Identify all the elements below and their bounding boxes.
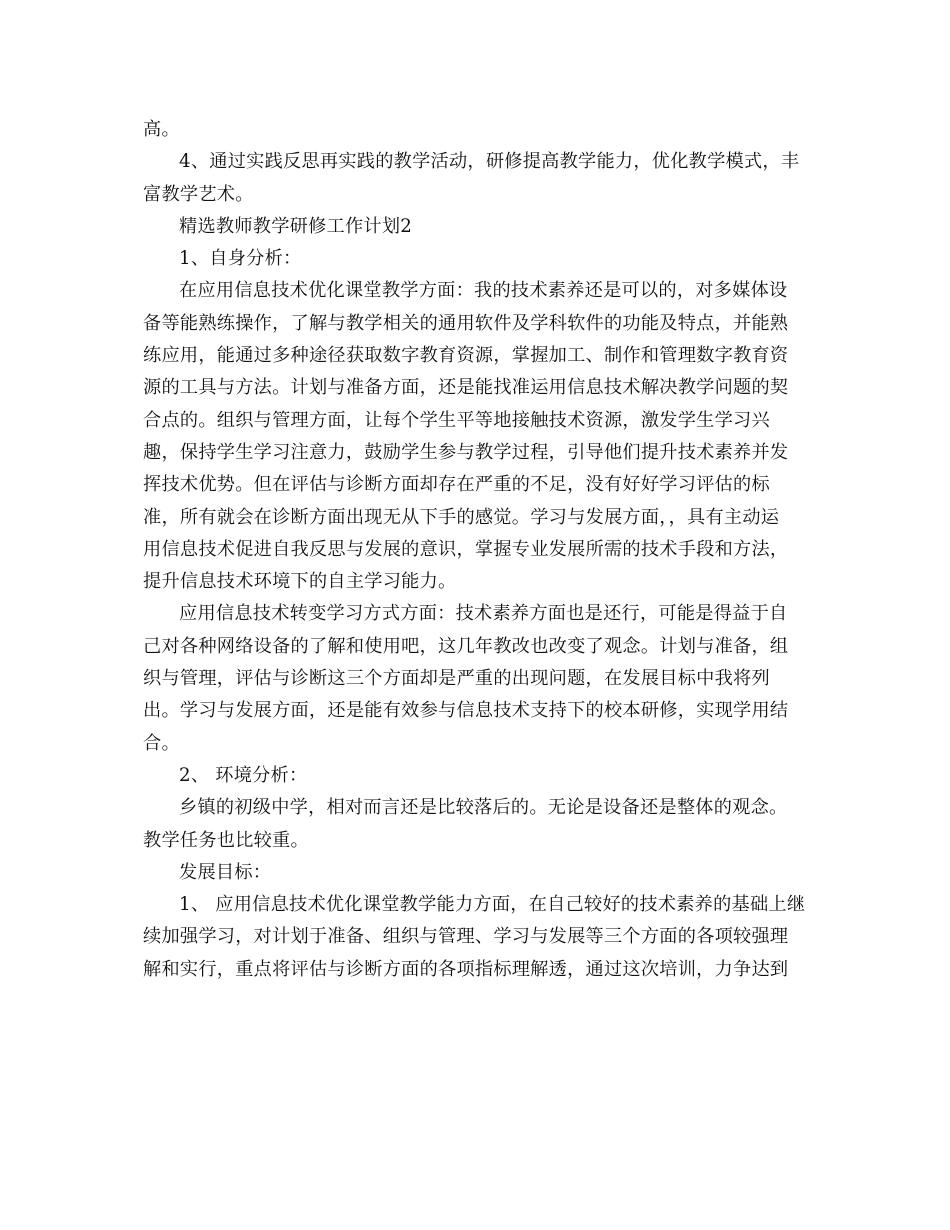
text-line: 应用信息技术转变学习方式方面：技术素养方面也是还行，可能是得益于自 bbox=[179, 603, 788, 625]
text-line: 富教学艺术。 bbox=[143, 183, 254, 205]
text-line: 准，所有就会在诊断方面出现无从下手的感觉。学习与发展方面，，具有主动运 bbox=[143, 506, 780, 528]
subsection-heading: 2、 环境分析： bbox=[179, 764, 308, 786]
text-line: 教学任务也比较重。 bbox=[143, 829, 309, 851]
text-line: 提升信息技术环境下的自主学习能力。 bbox=[143, 571, 457, 593]
text-line: 4、通过实践反思再实践的教学活动，研修提高教学能力，优化教学模式，丰 bbox=[179, 151, 800, 173]
text-line: 乡镇的初级中学，相对而言还是比较落后的。无论是设备还是整体的观念。 bbox=[179, 797, 788, 819]
text-line: 趣，保持学生学习注意力，鼓励学生参与教学过程，引导他们提升技术素养并发 bbox=[143, 441, 789, 463]
section-heading: 精选教师教学研修工作计划2 bbox=[179, 215, 413, 237]
document-body bbox=[143, 114, 806, 986]
text-line: 高。 bbox=[143, 119, 180, 140]
text-line: 用信息技术促进自我反思与发展的意识，掌握专业发展所需的技术手段和方法， bbox=[143, 538, 789, 560]
text-line: 练应用，能通过多种途径获取数字教育资源，掌握加工、制作和管理数字教育资 bbox=[143, 345, 789, 367]
text-line: 1、 应用信息技术优化课堂教学能力方面，在自己较好的技术素养的基础上继 bbox=[179, 894, 806, 916]
text-line: 合点的。组织与管理方面，让每个学生平等地接触技术资源，激发学生学习兴 bbox=[143, 409, 770, 431]
text-line: 合。 bbox=[143, 732, 180, 754]
text-line: 织与管理，评估与诊断这三个方面却是严重的出现问题，在发展目标中我将列 bbox=[143, 668, 770, 690]
text-line: 续加强学习，对计划于准备、组织与管理、学习与发展等三个方面的各项较强理 bbox=[143, 926, 789, 948]
text-line: 挥技术优势。但在评估与诊断方面却存在严重的不足，没有好好学习评估的标 bbox=[143, 474, 770, 496]
subsection-heading: 发展目标： bbox=[179, 861, 272, 883]
text-line: 在应用信息技术优化课堂教学方面：我的技术素养还是可以的，对多媒体设 bbox=[179, 280, 788, 302]
text-line: 己对各种网络设备的了解和使用吧，这几年教改也改变了观念。计划与准备，组 bbox=[143, 635, 789, 657]
text-line: 解和实行，重点将评估与诊断方面的各项指标理解透，通过这次培训，力争达到 bbox=[143, 958, 789, 980]
subsection-heading: 1、自身分析： bbox=[179, 248, 302, 270]
text-line: 备等能熟练操作，了解与教学相关的通用软件及学科软件的功能及特点，并能熟 bbox=[143, 312, 789, 334]
text-line: 出。学习与发展方面，还是能有效参与信息技术支持下的校本研修，实现学用结 bbox=[143, 700, 789, 722]
text-line: 源的工具与方法。计划与准备方面，还是能找准运用信息技术解决教学问题的契 bbox=[143, 377, 789, 399]
